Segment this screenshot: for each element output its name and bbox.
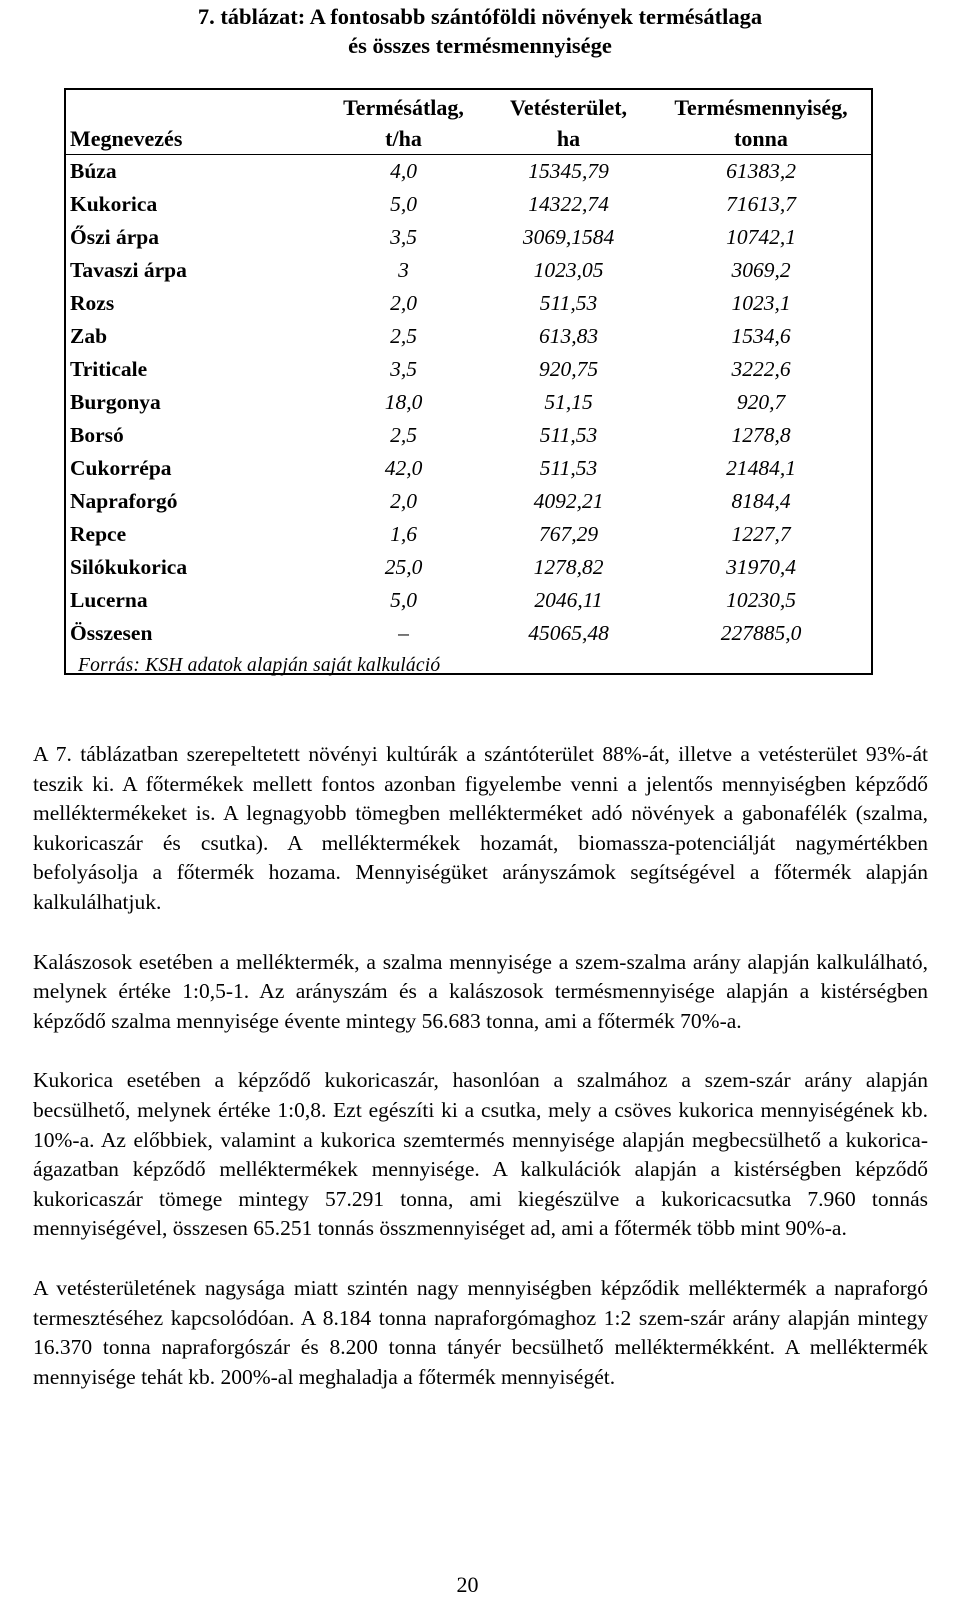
cell-area: 511,53 — [539, 291, 598, 315]
header-name: Megnevezés — [66, 90, 321, 155]
cell-total: 1023,1 — [731, 291, 791, 315]
table-title-line-1: 7. táblázat: A fontosabb szántóföldi növények termésátlaga — [197, 4, 763, 29]
table-row — [66, 419, 871, 452]
cell-yield: 1,6 — [390, 522, 417, 546]
cell-name: Búza — [70, 159, 117, 183]
cell-area: 767,29 — [538, 522, 599, 546]
cell-total: 10230,5 — [726, 588, 796, 612]
cell-area: 2046,11 — [534, 588, 603, 612]
cell-yield: 3,5 — [390, 225, 417, 249]
body-text — [33, 740, 928, 1422]
crop-yield-table-frame — [64, 88, 873, 675]
cell-yield: 3 — [398, 258, 409, 282]
table-row — [66, 485, 871, 518]
cell-total: 3222,6 — [731, 357, 791, 381]
cell-yield: 2,0 — [390, 489, 417, 513]
cell-yield: 4,0 — [390, 159, 417, 183]
cell-name: Tavaszi árpa — [70, 258, 187, 282]
header-area: Vetésterület, ha — [486, 90, 651, 155]
cell-name: Burgonya — [70, 390, 161, 414]
cell-yield: 42,0 — [384, 456, 423, 480]
table-title-line-2: és összes termésmennyisége — [348, 33, 612, 58]
table-row — [66, 584, 871, 617]
cell-area: 3069,1584 — [522, 225, 615, 249]
cell-yield: 2,5 — [390, 324, 417, 348]
paragraph: Kalászosok esetében a melléktermék, a szalma mennyisége a szem-szalma arány alapján kalkulálható, melynek értéke 1:0,5-1. Az arányszám és a kalászosok termésmennyisége alapján a kistérségben képződő szalma mennyisége évente mintegy 56.683 tonna, ami a főtermék 70%-a. — [33, 949, 928, 1033]
table-source-note: Forrás: KSH adatok alapján saját kalkuláció — [78, 655, 441, 676]
cell-area: 1023,05 — [533, 258, 604, 282]
paragraph: A 7. táblázatban szerepeltetett növényi kultúrák a szántóterület 88%-át, illetve a vetésterület 93%-át teszik ki. A főtermékek mellett fontos azonban figyelembe venni a jelentős mennyiségben képződő melléktermékeket is. A legnagyobb tömegben mellékterméket adó növények a gabonafélék (szalma, kukoricaszár és csutka). A melléktermékek hozamát, biomassza-potenciálját nagymértékben befolyásolja a főtermék hozama. Mennyiségüket arányszámok segítségével a főtermék alapján kalkulálhatjuk. — [33, 742, 928, 914]
table-row — [66, 320, 871, 353]
cell-total: 1227,7 — [731, 522, 791, 546]
cell-total: 3069,2 — [731, 258, 791, 282]
cell-total: 71613,7 — [726, 192, 796, 216]
cell-name: Összesen — [70, 621, 153, 645]
cell-total: 920,7 — [736, 390, 786, 414]
cell-area: 1278,82 — [533, 555, 604, 579]
table-title — [0, 2, 960, 60]
cell-yield: 2,5 — [390, 423, 417, 447]
cell-area: 511,53 — [539, 423, 598, 447]
table-row — [66, 221, 871, 254]
table-row — [66, 551, 871, 584]
cell-area: 511,53 — [539, 456, 598, 480]
cell-name: Cukorrépa — [70, 456, 172, 480]
cell-total: 10742,1 — [726, 225, 796, 249]
cell-area: 920,75 — [538, 357, 599, 381]
cell-yield: 25,0 — [384, 555, 423, 579]
crop-yield-table — [66, 90, 871, 650]
table-row — [66, 254, 871, 287]
cell-total: 8184,4 — [731, 489, 791, 513]
cell-area: 14322,74 — [528, 192, 609, 216]
table-row — [66, 287, 871, 320]
cell-yield: 5,0 — [390, 192, 417, 216]
table-row — [66, 518, 871, 551]
cell-yield: 3,5 — [390, 357, 417, 381]
page-number: 20 — [456, 1572, 479, 1597]
cell-area: 4092,21 — [533, 489, 604, 513]
cell-area: 51,15 — [544, 390, 593, 414]
cell-total: 31970,4 — [726, 555, 796, 579]
table-row — [66, 155, 871, 189]
cell-name: Rozs — [70, 291, 115, 315]
paragraph: A vetésterületének nagysága miatt szintén nagy mennyiségben képződik melléktermék a napraforgó termesztéséhez kapcsolódóan. A 8.184 tonna napraforgómaghoz 1:2 szem-szár arány alapján mintegy 16.370 tonna napraforgószár és 8.200 tonna tányér becsülhető melléktermékként. A melléktermék mennyisége tehát kb. 200%-al meghaladja a főtermék mennyiségét. — [33, 1275, 928, 1389]
cell-name: Kukorica — [70, 192, 158, 216]
header-total: Termésmennyiség, tonna — [651, 90, 871, 155]
cell-name: Zab — [70, 324, 108, 348]
cell-area: 613,83 — [538, 324, 599, 348]
cell-name: Borsó — [70, 423, 124, 447]
cell-yield: 2,0 — [390, 291, 417, 315]
cell-total: 1278,8 — [731, 423, 791, 447]
table-header-row — [66, 90, 871, 155]
table-row — [66, 188, 871, 221]
cell-total: 61383,2 — [726, 159, 796, 183]
cell-name: Triticale — [70, 357, 148, 381]
cell-total: 1534,6 — [731, 324, 791, 348]
cell-name: Silókukorica — [70, 555, 188, 579]
cell-yield: 5,0 — [390, 588, 417, 612]
cell-total: 227885,0 — [720, 621, 802, 645]
cell-yield: 18,0 — [384, 390, 423, 414]
cell-name: Lucerna — [70, 588, 148, 612]
paragraph: Kukorica esetében a képződő kukoricaszár, hasonlóan a szalmához a szem-szár arány alapján becsülhető, melynek értéke 1:0,8. Ezt egészíti ki a csutka, mely a csöves kukorica mennyiségének kb. 10%-a. Az előbbiek, valamint a kukorica szemtermés mennyisége alapján megbecsülhető a kukorica-ágazatban képződő melléktermékek mennyisége. A kalkulációk alapján a kistérségben képződő kukoricaszár tömege mintegy 57.291 tonna, ami kiegészülve a kukoricacsutka 7.960 tonnás mennyiségével, összesen 65.251 tonnás összmennyiséget ad, ami a főtermék több mint 90%-a. — [33, 1068, 928, 1241]
table-row — [66, 617, 871, 650]
cell-total: 21484,1 — [726, 456, 796, 480]
cell-name: Repce — [70, 522, 127, 546]
header-yield: Termésátlag, t/ha — [321, 90, 486, 155]
cell-area: 15345,79 — [528, 159, 609, 183]
cell-name: Őszi árpa — [70, 225, 159, 249]
cell-yield: – — [398, 621, 409, 645]
cell-area: 45065,48 — [528, 621, 609, 645]
table-row — [66, 452, 871, 485]
table-row — [66, 386, 871, 419]
table-row — [66, 353, 871, 386]
cell-name: Napraforgó — [70, 489, 178, 513]
